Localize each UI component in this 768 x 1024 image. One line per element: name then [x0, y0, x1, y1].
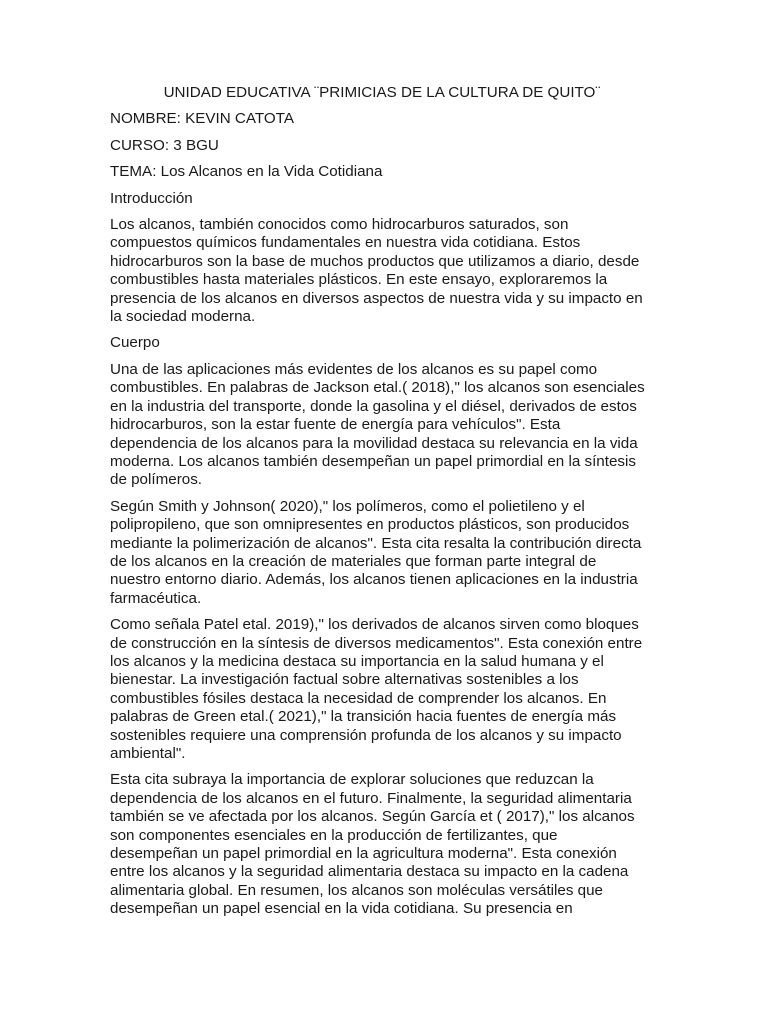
document-title: UNIDAD EDUCATIVA ¨PRIMICIAS DE LA CULTURA DE QUITO¨ — [163, 84, 601, 101]
intro-heading: Introducción — [110, 189, 193, 207]
body-paragraph-4: Esta cita subraya la importancia de explorar soluciones que reduzcan la dependencia de los alcanos en el futuro. Finalmente, la seguridad alimentaria también se ve afectada por los alcanos. Según García et ( 2017)," los alcanos son componentes esenciales en la producción de fertilizantes, que desempeñan un papel primordial en la agricultura moderna". Esta conexión entre los alcanos y la seguridad alimentaria destaca su impacto en la cadena alimentaria global. En resumen, los alcanos son moléculas versátiles que desempeñan un papel esencial en la vida cotidiana. Su presencia en — [110, 771, 635, 918]
topic: TEMA: Los Alcanos en la Vida Cotidiana — [110, 163, 383, 181]
body-paragraph-3: Como señala Patel etal. 2019)," los derivados de alcanos sirven como bloques de construcción en la síntesis de diversos medicamentos". Esta conexión entre los alcanos y la medicina destaca su importancia en la salud humana y el bienestar. La investigación factual sobre alternativas sostenibles a los combustibles fósiles destaca la necesidad de comprender los alcanos. En palabras de Green etal.( 2021)," la transición hacia fuentes de energía más sostenibles requiere una comprensión profunda de los alcanos y su impacto ambiental". — [110, 616, 643, 762]
course: CURSO: 3 BGU — [110, 136, 219, 154]
intro-paragraph: Los alcanos, también conocidos como hidrocarburos saturados, son compuestos químicos fundamentales en nuestra vida cotidiana. Estos hidrocarburos son la base de muchos productos que utilizamos a diario, desde combustibles hasta materiales plásticos. En este ensayo, exploraremos la presencia de los alcanos en diversos aspectos de nuestra vida y su impacto en la sociedad moderna. — [110, 216, 643, 326]
student-name: NOMBRE: KEVIN CATOTA — [110, 110, 294, 128]
body-paragraph-2: Según Smith y Johnson( 2020)," los polímeros, como el polietileno y el polipropileno, que son omnipresentes en productos plásticos, son producidos mediante la polimerización de alcanos". Esta cita resalta la contribución directa de los alcanos en la creación de materiales que forman parte integral de nuestro entorno diario. Además, los alcanos tienen aplicaciones en la industria farmacéutica. — [110, 497, 642, 607]
body-heading: Cuerpo — [110, 334, 160, 352]
body-paragraph-1: Una de las aplicaciones más evidentes de los alcanos es su papel como combustibles. En palabras de Jackson etal.( 2018)," los alcanos son esenciales en la industria del transporte, donde la gasolina y el diésel, derivados de estos hidrocarburos, son la estar fuente de energía para vehículos". Esta dependencia de los alcanos para la movilidad destaca su relevancia en la vida moderna. Los alcanos también desempeñan un papel primordial en la síntesis de polímeros. — [110, 360, 645, 489]
